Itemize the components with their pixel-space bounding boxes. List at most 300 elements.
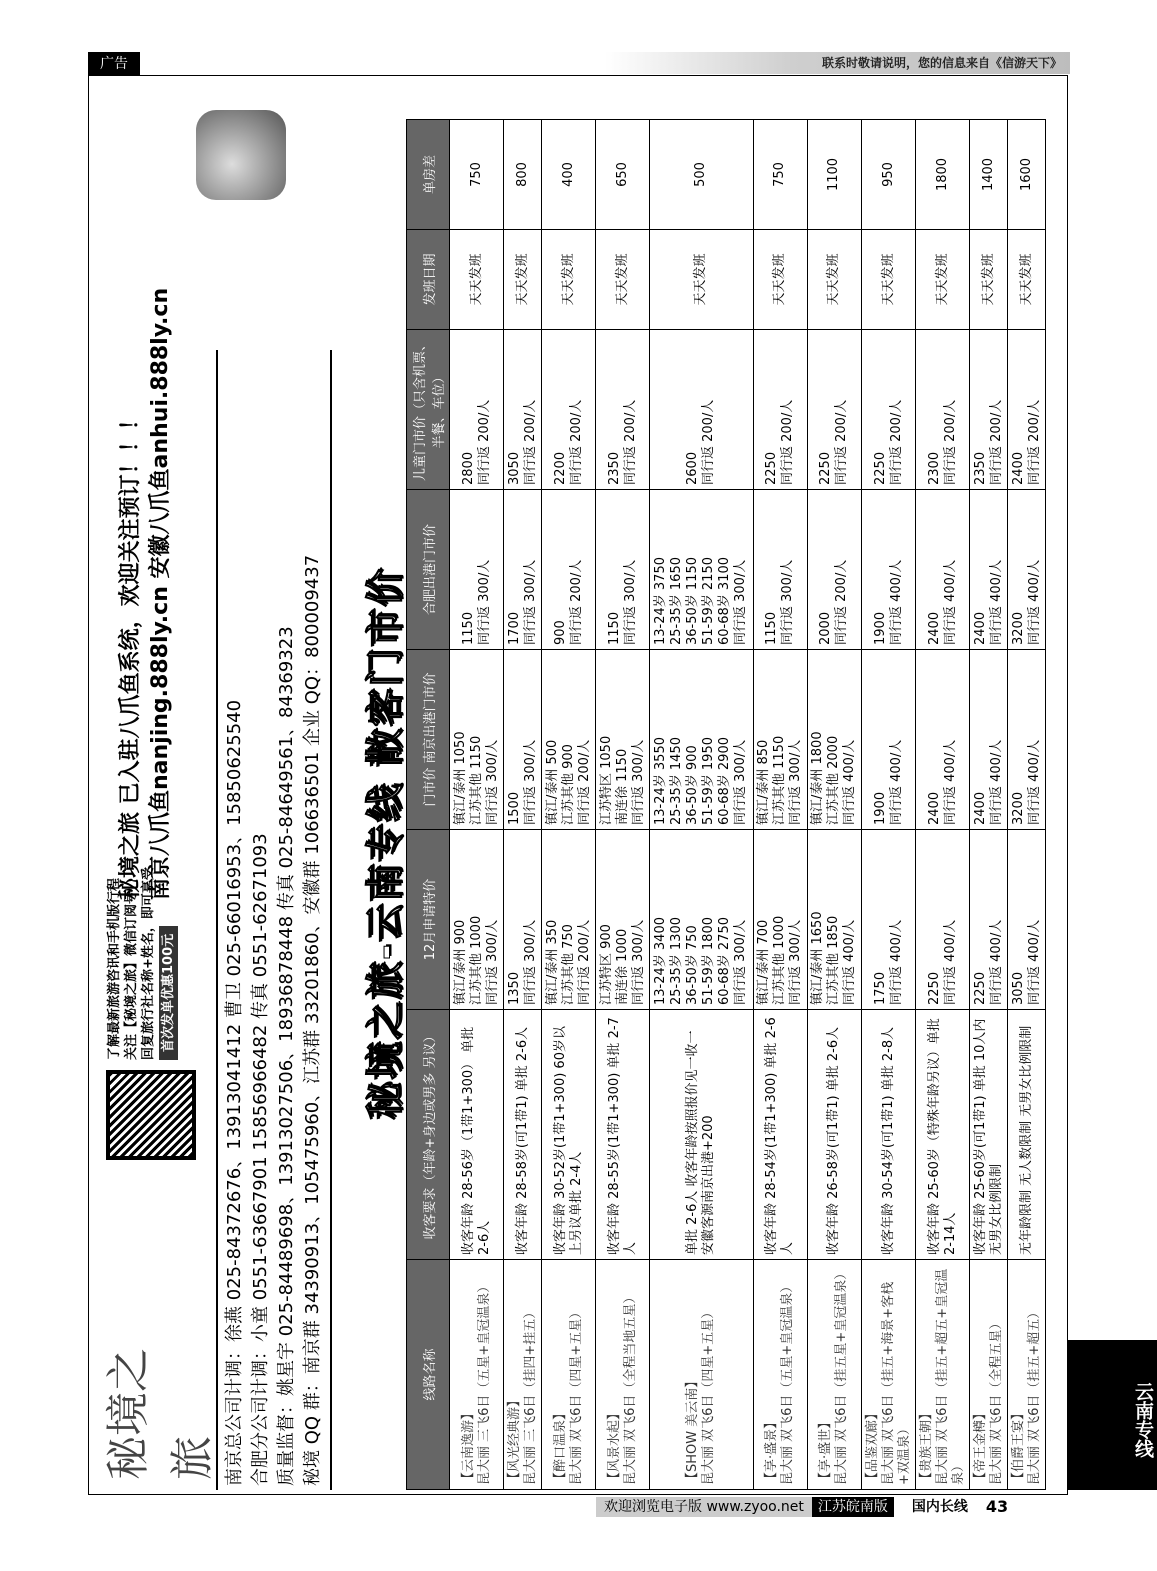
price-line: 900 — [552, 620, 568, 645]
route-name: 【伯爵王宴】 — [1010, 1406, 1026, 1485]
price-line: 2250 — [872, 451, 888, 485]
route-name: 【醉口温泉】 — [552, 1406, 568, 1485]
single-supplement: 500 — [693, 162, 709, 187]
single-room-cell — [596, 120, 650, 230]
price-line: 同行返 200/人 — [568, 399, 584, 485]
price-line: 25-35岁 1450 — [669, 737, 685, 825]
hf-price-cell — [650, 490, 753, 650]
col-header: 12月申请特价 — [407, 830, 450, 1010]
route-name: 【帝王金樽】 — [972, 1406, 988, 1485]
dec-price-cell — [450, 830, 504, 1010]
price-line: 1900 — [872, 611, 888, 645]
route-desc: 昆大丽 双飞6日（挂五+海景+客栈+双温泉） — [880, 1281, 912, 1485]
price-table — [406, 119, 1046, 1490]
promo-line: 回复旅行社名称+姓名，即可享受 — [141, 867, 156, 1060]
price-line: 2600 — [685, 451, 701, 485]
single-room-cell — [807, 120, 861, 230]
price-line: 江苏其他 750 — [560, 924, 576, 1005]
date-cell — [1008, 230, 1046, 330]
price-line: 同行返 200/人 — [942, 399, 958, 485]
price-line: 60-68岁 2900 — [717, 737, 733, 825]
nj-price-cell — [1008, 650, 1046, 830]
rotated-ad — [96, 90, 1056, 1490]
requirement-text: 单批 2-6人 收客年龄按照报价见一收一 安徽客源南京出港+200 — [685, 1030, 717, 1255]
price-line: 镇江/泰州 1800 — [810, 731, 826, 825]
price-line: 同行返 300/人 — [788, 739, 804, 825]
price-line: 镇江/泰州 1650 — [810, 911, 826, 1005]
route-cell — [541, 1260, 595, 1490]
hf-price-cell — [450, 490, 504, 650]
price-line: 同行返 400/人 — [1026, 919, 1042, 1005]
child-price-cell — [1008, 330, 1046, 490]
requirement-text: 收客年龄 25-60岁（特殊年龄另议）单批 2-14人 — [926, 1018, 958, 1255]
price-line: 13-24岁 3550 — [653, 737, 669, 825]
single-supplement: 1400 — [980, 157, 996, 192]
price-line: 同行返 400/人 — [942, 739, 958, 825]
side-tab: 云南专线 — [1068, 1340, 1157, 1490]
nj-price-cell — [753, 650, 807, 830]
price-line: 江苏其他 1850 — [826, 915, 842, 1005]
route-name: 【SHOW 美云南】 — [685, 1374, 701, 1485]
price-line: 南连徐 1000 — [614, 928, 630, 1005]
departure-date: 天天发班 — [560, 253, 576, 306]
price-line: 同行返 400/人 — [888, 559, 904, 645]
table-body — [450, 120, 1046, 1490]
price-line: 1700 — [506, 611, 522, 645]
price-line: 同行返 200/人 — [476, 399, 492, 485]
child-price-cell — [596, 330, 650, 490]
price-line: 2400 — [972, 791, 988, 825]
nj-price-cell — [541, 650, 595, 830]
telephone-icon — [196, 110, 286, 200]
price-line: 2300 — [926, 451, 942, 485]
requirement-cell — [596, 1010, 650, 1260]
requirement-text: 收客年龄 26-58岁(可1带1) 单批 2-6人 — [826, 1026, 842, 1255]
date-cell — [970, 230, 1008, 330]
route-desc: 昆大丽 双飞6日（挂五星+皇冠温泉） — [834, 1266, 850, 1485]
route-desc: 昆大丽 三飞6日（五星+皇冠温泉） — [476, 1279, 492, 1485]
date-cell — [504, 230, 542, 330]
slogan-line-1: 秘境之旅 已入驻八爪鱼系统，欢迎关注预订！！！ — [118, 408, 143, 900]
child-price-cell — [807, 330, 861, 490]
route-cell — [650, 1260, 753, 1490]
table-row — [504, 120, 542, 1490]
promo-banner: 首次发单优惠100元 — [159, 926, 178, 1060]
requirement-cell — [753, 1010, 807, 1260]
dec-price-cell — [1008, 830, 1046, 1010]
ad-header-band — [96, 90, 346, 1490]
requirement-text: 收客年龄 28-58岁(可1带1) 单批 2-6人 — [514, 1026, 530, 1255]
price-line: 同行返 200/人 — [622, 399, 638, 485]
price-line: 江苏其他 2000 — [826, 735, 842, 825]
date-cell — [753, 230, 807, 330]
price-line: 2350 — [972, 451, 988, 485]
single-room-cell — [450, 120, 504, 230]
price-line: 镇江/泰州 900 — [452, 919, 468, 1005]
nj-price-cell — [650, 650, 753, 830]
child-price-cell — [970, 330, 1008, 490]
nj-price-cell — [916, 650, 970, 830]
single-room-cell — [861, 120, 915, 230]
single-room-cell — [541, 120, 595, 230]
price-line: 2200 — [552, 451, 568, 485]
requirement-text: 收客年龄 25-60岁(可1带1) 单批 10人内 无男女比例限制 — [972, 1018, 1004, 1255]
departure-date: 天天发班 — [514, 253, 530, 306]
hf-price-cell — [916, 490, 970, 650]
route-desc: 昆大丽 双飞6日（挂五+超五+皇冠温泉） — [934, 1268, 966, 1485]
departure-date: 天天发班 — [693, 253, 709, 306]
price-line: 25-35岁 1650 — [669, 557, 685, 645]
dec-price-cell — [650, 830, 753, 1010]
child-price-cell — [541, 330, 595, 490]
nj-price-cell — [861, 650, 915, 830]
hf-price-cell — [861, 490, 915, 650]
price-line: 江苏特区 1050 — [598, 735, 614, 825]
price-line: 同行返 400/人 — [942, 559, 958, 645]
price-line: 2250 — [926, 971, 942, 1005]
page-title: 秘境之旅-云南专线 散客门市价 — [363, 566, 407, 1120]
requirement-cell — [650, 1010, 753, 1260]
requirement-text: 收客年龄 30-52岁(1带1+300) 60岁以上另议单批 2-4人 — [552, 1026, 584, 1255]
price-line: 1750 — [872, 971, 888, 1005]
price-line: 镇江/泰州 850 — [756, 739, 772, 825]
child-price-cell — [650, 330, 753, 490]
price-line: 同行返 400/人 — [1026, 559, 1042, 645]
date-cell — [916, 230, 970, 330]
single-supplement: 750 — [468, 162, 484, 187]
requirement-text: 收客年龄 30-54岁(可1带1) 单批 2-8人 — [880, 1026, 896, 1255]
requirement-cell — [861, 1010, 915, 1260]
price-line: 51-59岁 1950 — [701, 737, 717, 825]
price-line: 镇江/泰州 700 — [756, 919, 772, 1005]
footer — [596, 1497, 1008, 1517]
requirement-cell — [450, 1010, 504, 1260]
route-cell — [861, 1260, 915, 1490]
price-line: 同行返 200/人 — [780, 399, 796, 485]
brand-logo: 秘境之旅 — [103, 1348, 218, 1480]
requirement-cell — [970, 1010, 1008, 1260]
price-line: 36-50岁 900 — [685, 745, 701, 825]
child-price-cell — [861, 330, 915, 490]
single-room-cell — [650, 120, 753, 230]
price-line: 同行返 400/人 — [988, 919, 1004, 1005]
single-supplement: 650 — [614, 162, 630, 187]
route-cell — [916, 1260, 970, 1490]
single-supplement: 400 — [560, 162, 576, 187]
price-line: 同行返 300/人 — [484, 739, 500, 825]
single-supplement: 800 — [514, 162, 530, 187]
price-line: 同行返 400/人 — [988, 559, 1004, 645]
date-cell — [450, 230, 504, 330]
route-desc: 昆大丽 双飞6日（四星+五星） — [701, 1305, 717, 1485]
dec-price-cell — [861, 830, 915, 1010]
price-line: 同行返 200/人 — [576, 739, 592, 825]
price-line: 同行返 200/人 — [576, 919, 592, 1005]
slogan-line-2: 南京八爪鱼nanjing.888ly.cn 安徽八爪鱼anhui.888ly.cn — [148, 287, 173, 900]
child-price-cell — [450, 330, 504, 490]
dec-price-cell — [596, 830, 650, 1010]
price-line: 南连徐 1150 — [614, 748, 630, 825]
hf-price-cell — [596, 490, 650, 650]
contact-line: 合肥分公司计调：小童 0551-63667901 15856966482 传真 0551-62671093 — [250, 833, 271, 1486]
hf-price-cell — [753, 490, 807, 650]
dec-price-cell — [807, 830, 861, 1010]
single-room-cell — [504, 120, 542, 230]
route-name: 【贵族王朝】 — [918, 1406, 934, 1485]
hf-price-cell — [970, 490, 1008, 650]
price-line: 36-50岁 750 — [685, 925, 701, 1005]
price-line: 13-24岁 3750 — [653, 557, 669, 645]
single-room-cell — [753, 120, 807, 230]
date-cell — [650, 230, 753, 330]
requirement-cell — [504, 1010, 542, 1260]
contact-list — [216, 350, 332, 1490]
price-line: 同行返 300/人 — [484, 919, 500, 1005]
hf-price-cell — [1008, 490, 1046, 650]
header-bar — [140, 52, 1070, 74]
departure-date: 天天发班 — [880, 253, 896, 306]
col-header: 收客要求（年龄+身边或男多 另议） — [407, 1010, 450, 1260]
price-line: 51-59岁 1800 — [701, 917, 717, 1005]
route-cell — [504, 1260, 542, 1490]
departure-date: 天天发班 — [614, 253, 630, 306]
price-line: 同行返 200/人 — [834, 559, 850, 645]
price-line: 2250 — [972, 971, 988, 1005]
child-price-cell — [916, 330, 970, 490]
price-line: 1500 — [506, 791, 522, 825]
col-header: 门市价 南京出港门市价 — [407, 650, 450, 830]
nj-price-cell — [504, 650, 542, 830]
price-line: 江苏其他 900 — [560, 744, 576, 825]
qr-code-icon — [106, 1070, 196, 1160]
price-line: 60-68岁 3100 — [717, 557, 733, 645]
price-line: 3200 — [1010, 791, 1026, 825]
departure-date: 天天发班 — [1018, 253, 1034, 306]
single-supplement: 1600 — [1018, 157, 1034, 192]
route-name: 【云南逸游】 — [460, 1406, 476, 1485]
table-row — [650, 120, 753, 1490]
price-line: 江苏其他 1000 — [772, 915, 788, 1005]
contact-line: 秘境 QQ 群：南京群 34390913、105475960、江苏群 33201860、安徽群 106636501 企业 QQ：800009437 — [302, 554, 323, 1486]
table-header-row — [407, 120, 450, 1490]
price-line: 镇江/泰州 350 — [544, 919, 560, 1005]
single-room-cell — [916, 120, 970, 230]
footer-edition: 江苏皖南版 — [812, 1497, 894, 1517]
price-line: 1150 — [764, 611, 780, 645]
single-room-cell — [970, 120, 1008, 230]
contact-line: 南京总公司计调：徐燕 025-84372676、13913041412 曹卫 025-66016953、15850625540 — [224, 699, 245, 1486]
price-line: 同行返 300/人 — [630, 739, 646, 825]
price-line: 1150 — [460, 611, 476, 645]
route-name: 【品鉴双廊】 — [864, 1406, 880, 1485]
child-price-cell — [753, 330, 807, 490]
price-line: 镇江/泰州 500 — [544, 739, 560, 825]
promo-line: 关注【秘境之旅】微信订阅号 — [124, 890, 139, 1060]
single-supplement: 1100 — [826, 157, 842, 192]
price-line: 同行返 400/人 — [942, 919, 958, 1005]
price-line: 同行返 400/人 — [888, 919, 904, 1005]
route-name: 【风光经典游】 — [506, 1393, 522, 1485]
price-line: 同行返 300/人 — [780, 559, 796, 645]
price-line: 同行返 300/人 — [476, 559, 492, 645]
departure-date: 天天发班 — [980, 253, 996, 306]
price-line: 同行返 300/人 — [622, 559, 638, 645]
dec-price-cell — [753, 830, 807, 1010]
price-line: 3200 — [1010, 611, 1026, 645]
hf-price-cell — [504, 490, 542, 650]
table-row — [861, 120, 915, 1490]
nj-price-cell — [450, 650, 504, 830]
price-line: 同行返 200/人 — [568, 559, 584, 645]
route-name: 【享·盛景】 — [764, 1415, 780, 1485]
price-line: 同行返 300/人 — [733, 919, 749, 1005]
table-row — [916, 120, 970, 1490]
price-line: 3050 — [1010, 971, 1026, 1005]
route-name: 【风景水起】 — [606, 1406, 622, 1485]
departure-date: 天天发班 — [934, 253, 950, 306]
price-line: 51-59岁 2150 — [701, 557, 717, 645]
price-line: 1150 — [606, 611, 622, 645]
date-cell — [541, 230, 595, 330]
route-cell — [753, 1260, 807, 1490]
price-line: 同行返 300/人 — [522, 739, 538, 825]
route-desc: 昆大丽 双飞6日（全程当地五星） — [622, 1290, 638, 1485]
price-line: 同行返 300/人 — [630, 919, 646, 1005]
price-line: 镇江/泰州 1050 — [452, 731, 468, 825]
ad-tag: 广告 — [88, 52, 140, 76]
price-line: 同行返 400/人 — [842, 739, 858, 825]
nj-price-cell — [807, 650, 861, 830]
price-line: 同行返 300/人 — [522, 559, 538, 645]
price-line: 1900 — [872, 791, 888, 825]
price-line: 25-35岁 1300 — [669, 917, 685, 1005]
route-cell — [807, 1260, 861, 1490]
requirement-cell — [916, 1010, 970, 1260]
date-cell — [861, 230, 915, 330]
table-row — [807, 120, 861, 1490]
route-desc: 昆大丽 双飞6日（五星+皇冠温泉） — [780, 1279, 796, 1485]
route-desc: 昆大丽 双飞6日（全程五星） — [988, 1316, 1004, 1485]
price-line: 1350 — [506, 971, 522, 1005]
requirement-cell — [541, 1010, 595, 1260]
price-line: 2250 — [818, 451, 834, 485]
price-line: 2250 — [764, 451, 780, 485]
departure-date: 天天发班 — [772, 253, 788, 306]
price-line: 36-50岁 1150 — [685, 557, 701, 645]
nj-price-cell — [970, 650, 1008, 830]
date-cell — [807, 230, 861, 330]
price-line: 同行返 200/人 — [701, 399, 717, 485]
route-cell — [970, 1260, 1008, 1490]
table-row — [541, 120, 595, 1490]
dec-price-cell — [970, 830, 1008, 1010]
price-line: 同行返 300/人 — [733, 559, 749, 645]
child-price-cell — [504, 330, 542, 490]
col-header: 合肥出港门市价 — [407, 490, 450, 650]
route-desc: 昆大丽 双飞6日（挂五+超五） — [1026, 1305, 1042, 1485]
price-line: 江苏其他 1150 — [468, 735, 484, 825]
dec-price-cell — [504, 830, 542, 1010]
nj-price-cell — [596, 650, 650, 830]
price-line: 13-24岁 3400 — [653, 917, 669, 1005]
requirement-cell — [1008, 1010, 1046, 1260]
price-line: 江苏其他 1000 — [468, 915, 484, 1005]
dec-price-cell — [916, 830, 970, 1010]
footer-section: 国内长线 — [911, 1499, 968, 1515]
table-row — [1008, 120, 1046, 1490]
departure-date: 天天发班 — [468, 253, 484, 306]
single-supplement: 750 — [772, 162, 788, 187]
col-header: 发班日期 — [407, 230, 450, 330]
price-line: 同行返 200/人 — [988, 399, 1004, 485]
dec-price-cell — [541, 830, 595, 1010]
promo-line: 了解最新旅游咨讯和手机版行程 — [107, 877, 122, 1060]
requirement-cell — [807, 1010, 861, 1260]
route-cell — [450, 1260, 504, 1490]
header-notice: 联系时敬请说明，您的信息来自《信游天下》 — [821, 56, 1062, 70]
col-header: 线路名称 — [407, 1260, 450, 1490]
departure-date: 天天发班 — [826, 253, 842, 306]
single-room-cell — [1008, 120, 1046, 230]
table-row — [596, 120, 650, 1490]
price-line: 同行返 400/人 — [1026, 739, 1042, 825]
footer-site: 欢迎浏览电子版 www.zyoo.net — [596, 1497, 812, 1517]
route-cell — [596, 1260, 650, 1490]
price-line: 同行返 400/人 — [842, 919, 858, 1005]
price-line: 同行返 300/人 — [522, 919, 538, 1005]
single-supplement: 1800 — [934, 157, 950, 192]
requirement-text: 收客年龄 28-55岁(1带1+300) 单批 2-7人 — [606, 1017, 638, 1255]
page-number: 43 — [985, 1497, 1009, 1516]
date-cell — [596, 230, 650, 330]
price-line: 同行返 400/人 — [888, 739, 904, 825]
price-line: 同行返 300/人 — [788, 919, 804, 1005]
price-line: 2350 — [606, 451, 622, 485]
price-line: 同行返 200/人 — [522, 399, 538, 485]
requirement-text: 收客年龄 28-56岁（1带1+300） 单批 2-6人 — [460, 1026, 492, 1255]
price-line: 同行返 200/人 — [1026, 399, 1042, 485]
price-line: 同行返 200/人 — [834, 399, 850, 485]
single-supplement: 950 — [880, 162, 896, 187]
requirement-text: 无年龄限制 无人数限制 无男女比例限制 — [1018, 1025, 1034, 1255]
route-name: 【享·盛世】 — [818, 1415, 834, 1485]
price-line: 2800 — [460, 451, 476, 485]
price-line: 60-68岁 2750 — [717, 917, 733, 1005]
hf-price-cell — [541, 490, 595, 650]
table-row — [753, 120, 807, 1490]
price-line: 2400 — [1010, 451, 1026, 485]
slogan — [116, 110, 176, 900]
table-row — [970, 120, 1008, 1490]
route-desc: 昆大丽 三飞6日（挂四+挂五） — [522, 1305, 538, 1485]
price-line: 同行返 300/人 — [733, 739, 749, 825]
price-line: 2400 — [972, 611, 988, 645]
route-cell — [1008, 1260, 1046, 1490]
price-line: 江苏其他 1150 — [772, 735, 788, 825]
price-line: 同行返 400/人 — [988, 739, 1004, 825]
requirement-text: 收客年龄 28-54岁(1带1+300) 单批 2-6人 — [764, 1017, 796, 1255]
price-line: 2400 — [926, 791, 942, 825]
table-row — [450, 120, 504, 1490]
price-line: 2000 — [818, 611, 834, 645]
price-line: 3050 — [506, 451, 522, 485]
col-header: 单房差 — [407, 120, 450, 230]
contact-line: 质量监督：姚星宇 025-84489698、13913027506、18936878448 传真 025-84649561、84369323 — [276, 626, 297, 1486]
price-line: 同行返 200/人 — [888, 399, 904, 485]
price-line: 2400 — [926, 611, 942, 645]
price-line: 江苏特区 900 — [598, 924, 614, 1005]
col-header: 儿童门市价（只含机票、半餐、车位） — [407, 330, 450, 490]
